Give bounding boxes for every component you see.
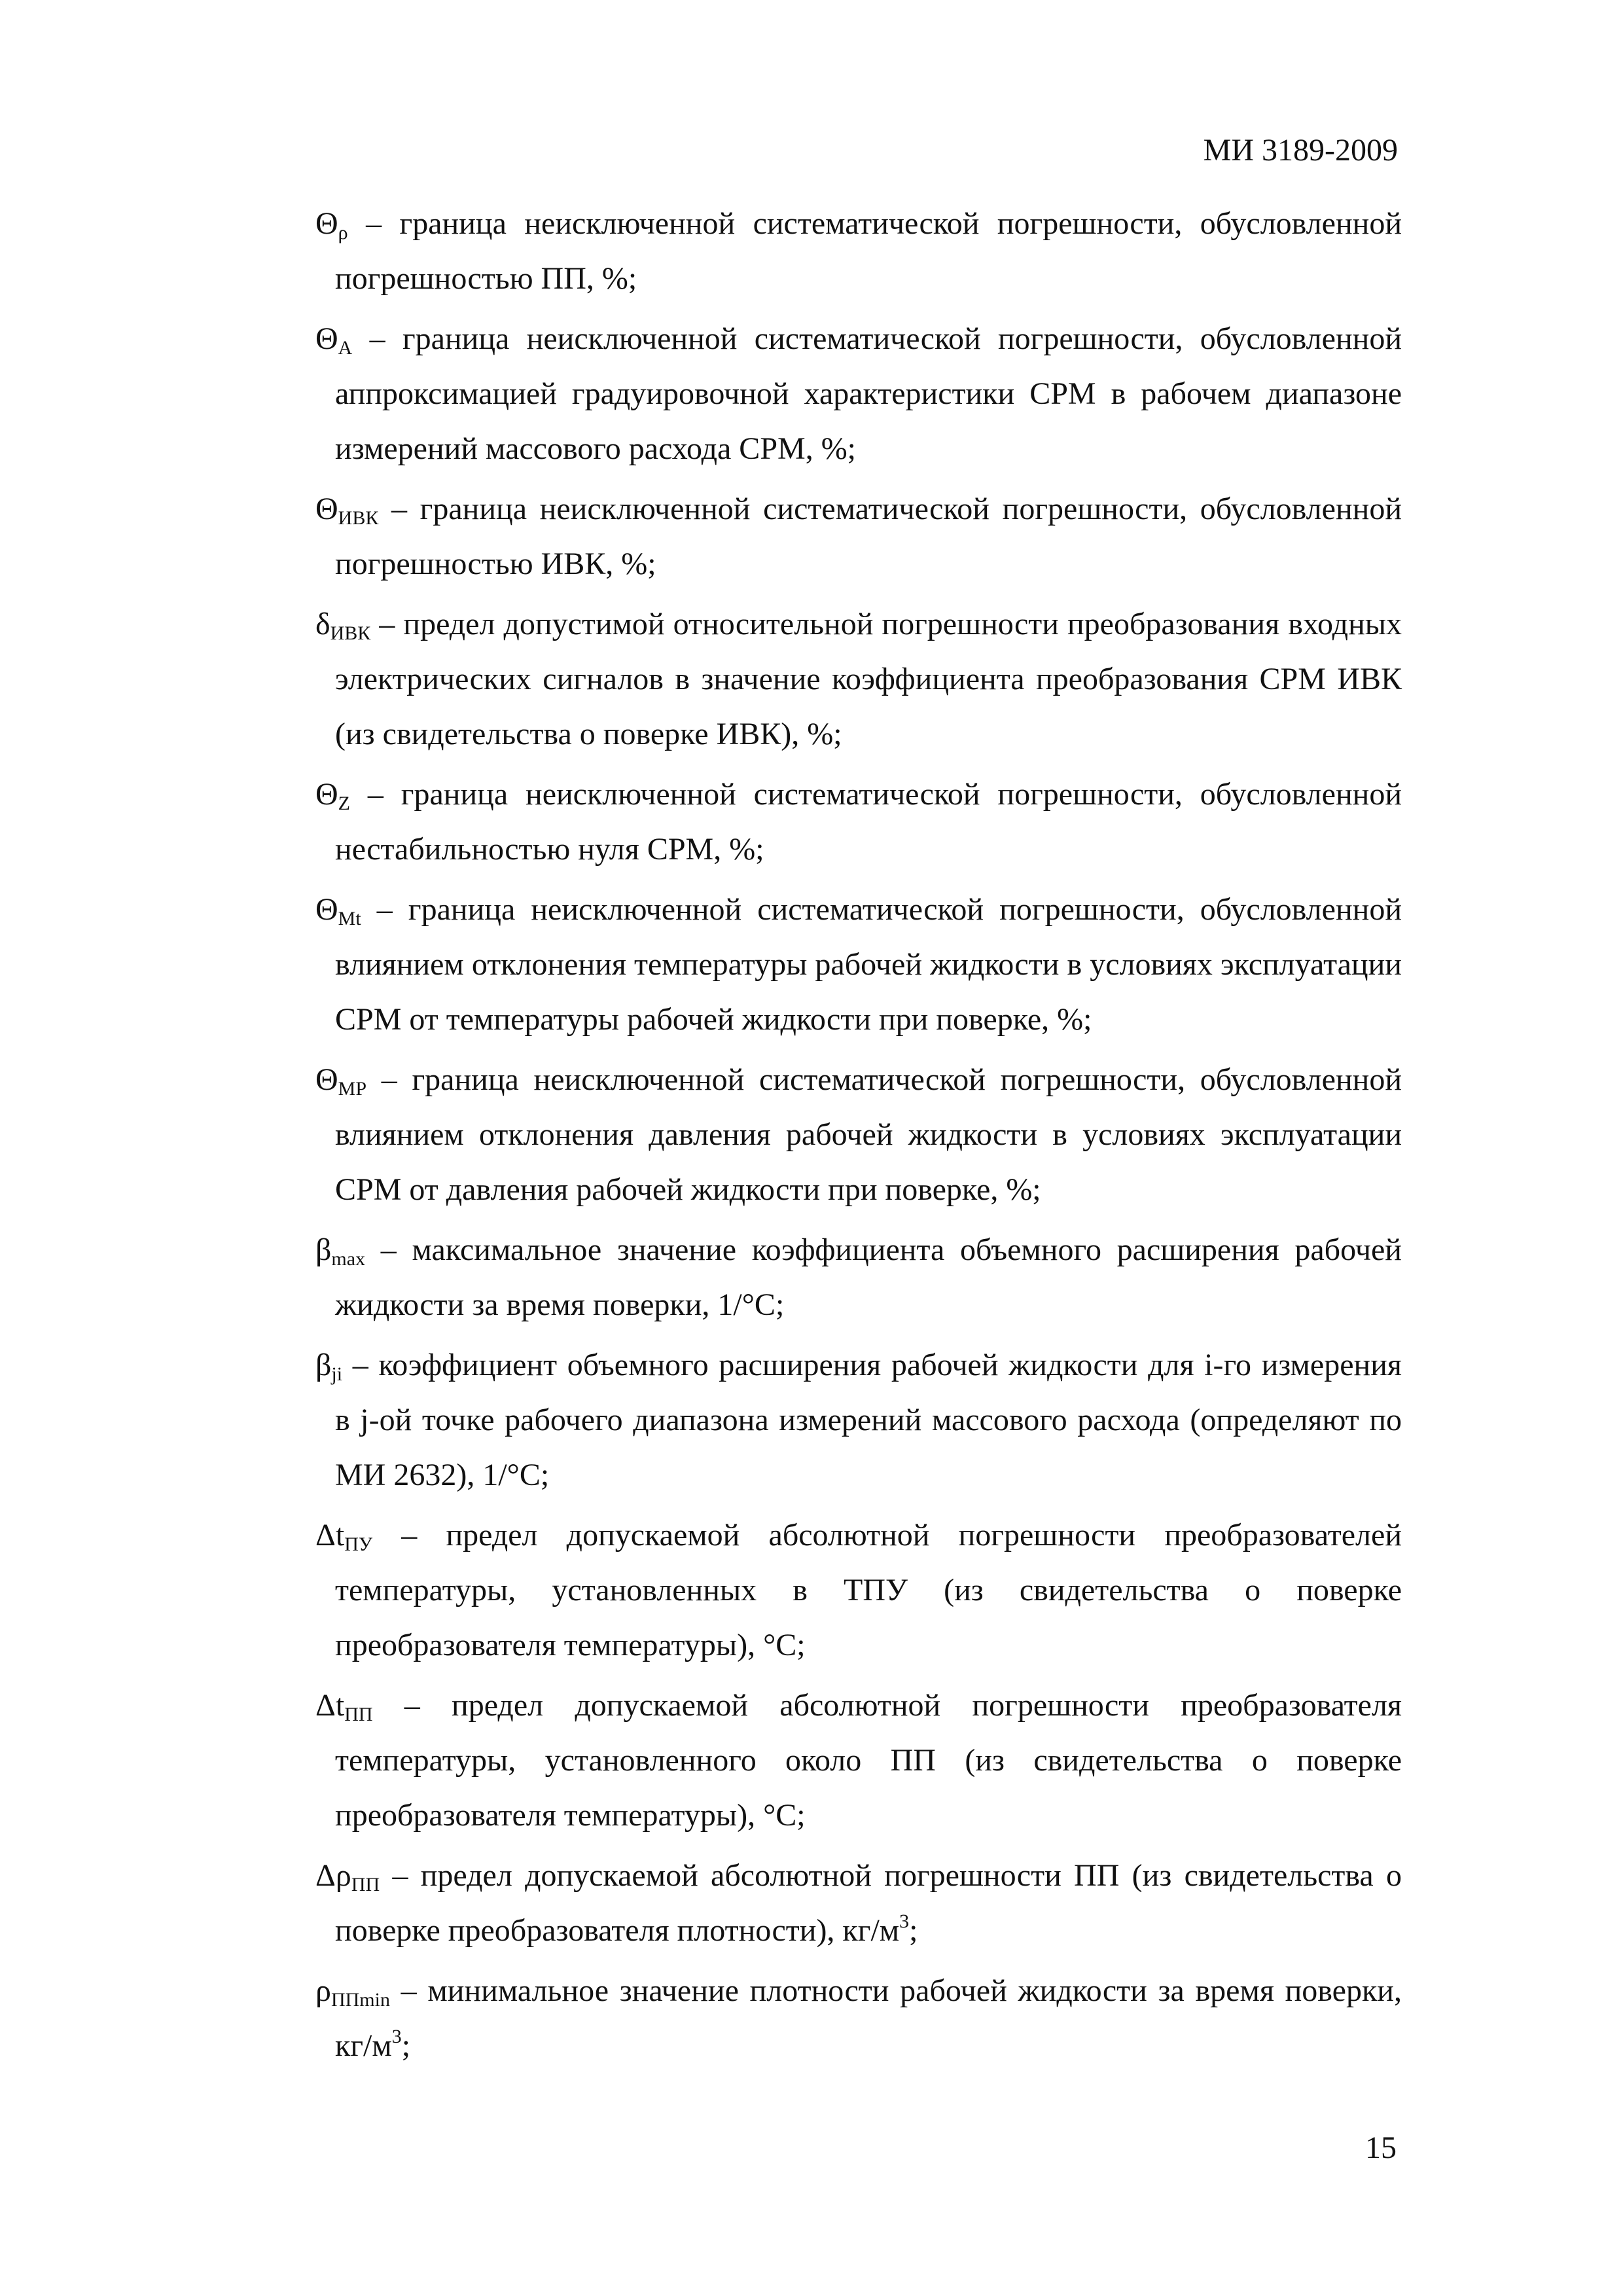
- symbol-subscript: Mt: [338, 908, 361, 929]
- symbol-subscript: ППmin: [330, 1989, 390, 2011]
- symbol-subscript: max: [331, 1248, 366, 1270]
- definition-item: [315, 196, 1402, 306]
- definition-symbol: [315, 206, 348, 241]
- definition-text: – граница неисключенной систематической погрешности, обусловленной влиянием отклонения давления рабочей жидкости в условиях эксплуатации СРМ от давления рабочей жидкости при поверке, %;: [335, 1062, 1402, 1207]
- definitions-list: [315, 196, 1402, 2079]
- symbol-subscript: A: [338, 337, 353, 359]
- definition-item: [315, 1338, 1402, 1503]
- definition-text: – граница неисключенной систематической погрешности, обусловленной аппроксимацией градуировочной характеристики СРМ в рабочем диапазоне измерений массового расхода СРМ, %;: [335, 321, 1402, 466]
- symbol-base: ρ: [315, 1973, 331, 2008]
- definition-item: [315, 312, 1402, 476]
- definition-text: – граница неисключенной систематической погрешности, обусловленной нестабильностью нуля СРМ, %;: [335, 777, 1402, 867]
- definition-text: – предел допустимой относительной погрешности преобразования входных электрических сигналов в значение коэффициента преобразования СРМ ИВК (из свидетельства о поверке ИВК), %;: [335, 607, 1402, 751]
- unit-exponent: 3: [899, 1910, 910, 1932]
- symbol-subscript: Z: [338, 793, 350, 814]
- definition-item: [315, 882, 1402, 1047]
- definition-item: [315, 1678, 1402, 1843]
- definition-text: – коэффициент объемного расширения рабочей жидкости для i-го измерения в j-ой точке рабочего диапазона измерений массового расхода (определяют по МИ 2632), 1/°C;: [335, 1348, 1402, 1492]
- unit-exponent: 3: [391, 2026, 402, 2047]
- symbol-base: δ: [315, 607, 330, 641]
- definition-tail: ;: [401, 2028, 411, 2063]
- symbol-subscript: MP: [338, 1078, 367, 1100]
- symbol-base: β: [315, 1348, 332, 1382]
- symbol-base: Θ: [315, 321, 338, 356]
- symbol-base: Θ: [315, 492, 338, 526]
- definition-symbol: [315, 1518, 373, 1555]
- page-number: 15: [1365, 2130, 1397, 2165]
- definition-text: – предел допускаемой абсолютной погрешности преобразователей температуры, установленных в ТПУ (из свидетельства о поверке преобразователя температуры), °C;: [335, 1518, 1402, 1662]
- definition-symbol: [315, 492, 379, 529]
- definition-text: – граница неисключенной систематической погрешности, обусловленной погрешностью ПП, %;: [335, 206, 1402, 296]
- symbol-base: Θ: [315, 206, 338, 241]
- symbol-base: β: [315, 1232, 332, 1267]
- definition-text: – предел допускаемой абсолютной погрешности преобразователя температуры, установленного около ПП (из свидетельства о поверке преобразователя температуры), °C;: [335, 1688, 1402, 1833]
- definition-item: [315, 767, 1402, 877]
- definition-item: [315, 1223, 1402, 1333]
- symbol-subscript: ji: [331, 1363, 343, 1385]
- definition-symbol: [315, 1348, 343, 1385]
- document-code: МИ 3189-2009: [1203, 133, 1398, 168]
- definition-text: – граница неисключенной систематической погрешности, обусловленной погрешностью ИВК, %;: [335, 492, 1402, 581]
- symbol-base: Δt: [315, 1688, 345, 1723]
- definition-item: [315, 482, 1402, 592]
- definition-symbol: [315, 1232, 366, 1270]
- symbol-subscript: ρ: [338, 222, 348, 243]
- symbol-base: Δρ: [315, 1858, 351, 1893]
- symbol-subscript: ПУ: [344, 1534, 373, 1555]
- definition-symbol: [315, 1858, 380, 1893]
- symbol-base: Δt: [315, 1518, 345, 1552]
- definition-text: – предел допускаемой абсолютной погрешности ПП (из свидетельства о поверке преобразователя плотности), кг/м: [335, 1858, 1402, 1948]
- definition-item: [315, 1964, 1402, 2073]
- symbol-base: Θ: [315, 892, 338, 927]
- definition-symbol: [315, 777, 350, 812]
- symbol-subscript: ИВК: [338, 507, 379, 529]
- definition-tail: ;: [909, 1913, 918, 1948]
- symbol-subscript: ПП: [344, 1704, 373, 1725]
- definition-item: [315, 1052, 1402, 1217]
- definition-symbol: [315, 1688, 373, 1723]
- definition-item: [315, 1508, 1402, 1673]
- definition-text: – максимальное значение коэффициента объемного расширения рабочей жидкости за время поверки, 1/°C;: [335, 1232, 1402, 1322]
- definition-symbol: [315, 1062, 367, 1100]
- definition-symbol: [315, 321, 353, 359]
- symbol-subscript: ИВК: [330, 622, 371, 644]
- definition-text: – граница неисключенной систематической погрешности, обусловленной влиянием отклонения температуры рабочей жидкости в условиях эксплуатации СРМ от температуры рабочей жидкости при поверке, %;: [335, 892, 1402, 1037]
- definition-item: [315, 1848, 1402, 1958]
- symbol-base: Θ: [315, 1062, 338, 1097]
- definition-symbol: [315, 1973, 390, 2011]
- symbol-subscript: ПП: [351, 1874, 380, 1895]
- definition-symbol: [315, 892, 361, 927]
- definition-item: [315, 597, 1402, 762]
- symbol-base: Θ: [315, 777, 338, 812]
- definition-symbol: [315, 607, 371, 644]
- definition-text: – минимальное значение плотности рабочей жидкости за время поверки, кг/м: [335, 1973, 1402, 2063]
